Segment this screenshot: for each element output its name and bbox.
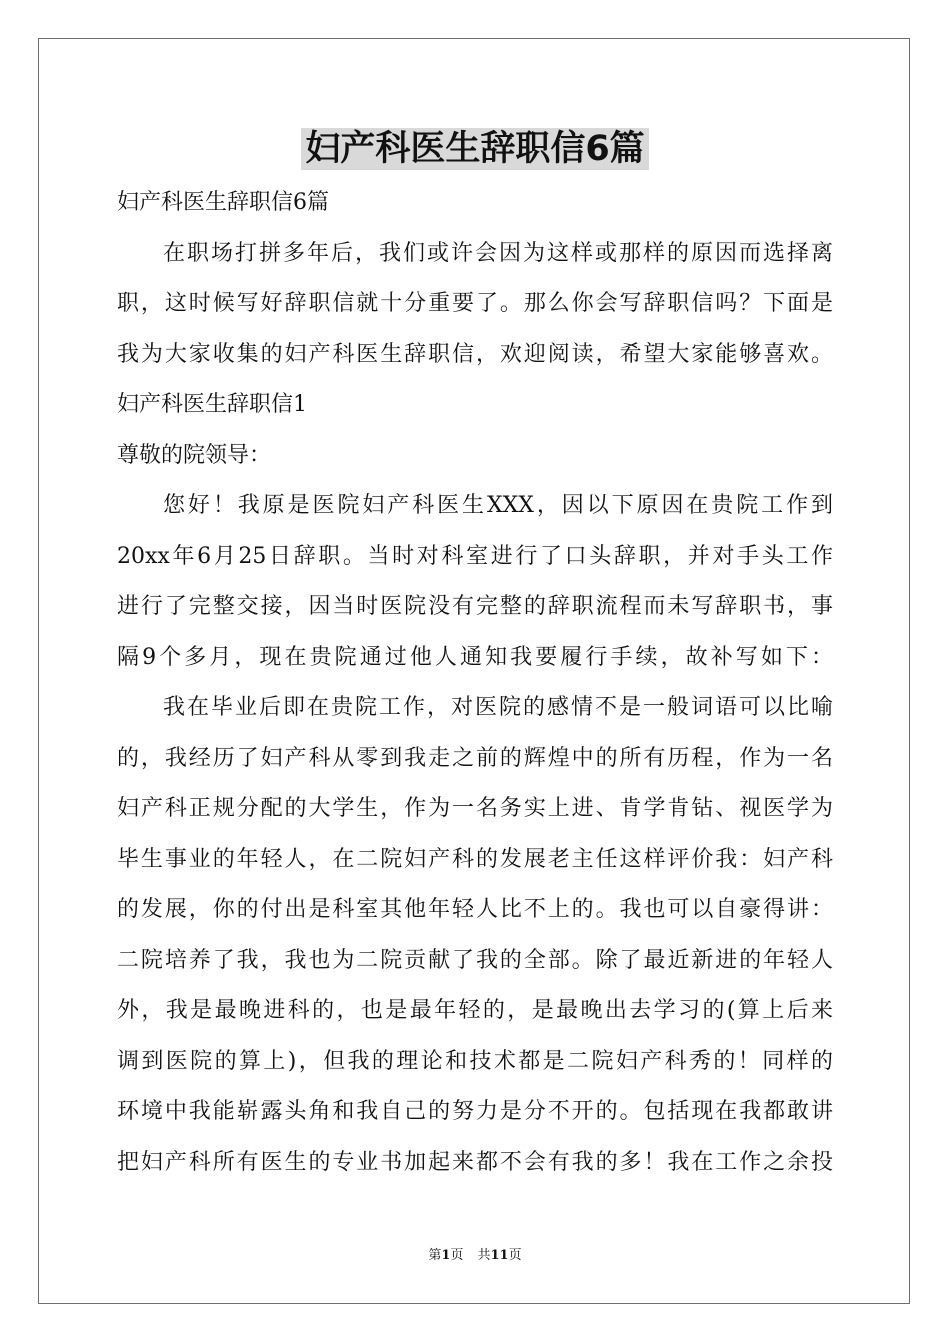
text-line: 进行了完整交接，因当时医院没有完整的辞职流程而未写辞职书，事 [117,594,833,619]
document-body [117,178,833,1188]
title-container [0,128,950,170]
text-line: 妇产科医生辞职信1 [117,392,307,417]
footer-page-word: 页 [450,1248,464,1263]
footer-total-prefix: 共 [477,1248,491,1263]
text-line: 调到医院的算上)，但我的理论和技术都是二院妇产科秀的！同样的 [117,1048,833,1074]
text-line: 妇产科医生辞职信6篇 [117,190,329,215]
text-line: 您好！我原是医院妇产科医生XXX，因以下原因在贵院工作到 [163,493,833,518]
document-title: 妇产科医生辞职信6篇 [301,128,648,170]
footer-total-pages: 11 [490,1248,509,1263]
text-line: 职，这时候写好辞职信就十分重要了。那么你会写辞职信吗？下面是 [117,291,833,316]
text-line: 妇产科正规分配的大学生，作为一名务实上进、肯学肯钻、视医学为 [117,796,833,821]
text-line: 我为大家收集的妇产科医生辞职信，欢迎阅读，希望大家能够喜欢。 [117,341,833,367]
text-line: 20xx年6月25日辞职。当时对科室进行了口头辞职，并对手头工作 [117,543,833,569]
text-line: 尊敬的院领导： [117,442,272,468]
footer-total-word: 页 [508,1248,522,1263]
text-line: 环境中我能崭露头角和我自己的努力是分不开的。包括现在我都敢讲 [117,1099,833,1124]
text-line: 毕生事业的年轻人，在二院妇产科的发展老主任这样评价我：妇产科 [117,846,833,872]
footer-page-number: 1 [441,1248,451,1263]
text-line: 二院培养了我，我也为二院贡献了我的全部。除了最近新进的年轻人 [117,947,833,973]
footer-prefix: 第 [428,1248,442,1263]
text-line: 外，我是最晚进科的，也是最年轻的，是最晚出去学习的(算上后来 [117,998,833,1023]
text-line: 把妇产科所有医生的专业书加起来都不会有我的多！我在工作之余投 [117,1149,833,1175]
text-line: 隔9个多月，现在贵院通过他人通知我要履行手续，故补写如下： [117,644,833,670]
page-footer [0,1247,950,1265]
text-line: 的发展，你的付出是科室其他年轻人比不上的。我也可以自豪得讲： [117,897,833,922]
text-line: 我在毕业后即在贵院工作，对医院的感情不是一般词语可以比喻 [163,695,833,720]
text-line: 在职场打拼多年后，我们或许会因为这样或那样的原因而选择离 [163,240,833,266]
text-line: 的，我经历了妇产科从零到我走之前的辉煌中的所有历程，作为一名 [117,745,833,771]
